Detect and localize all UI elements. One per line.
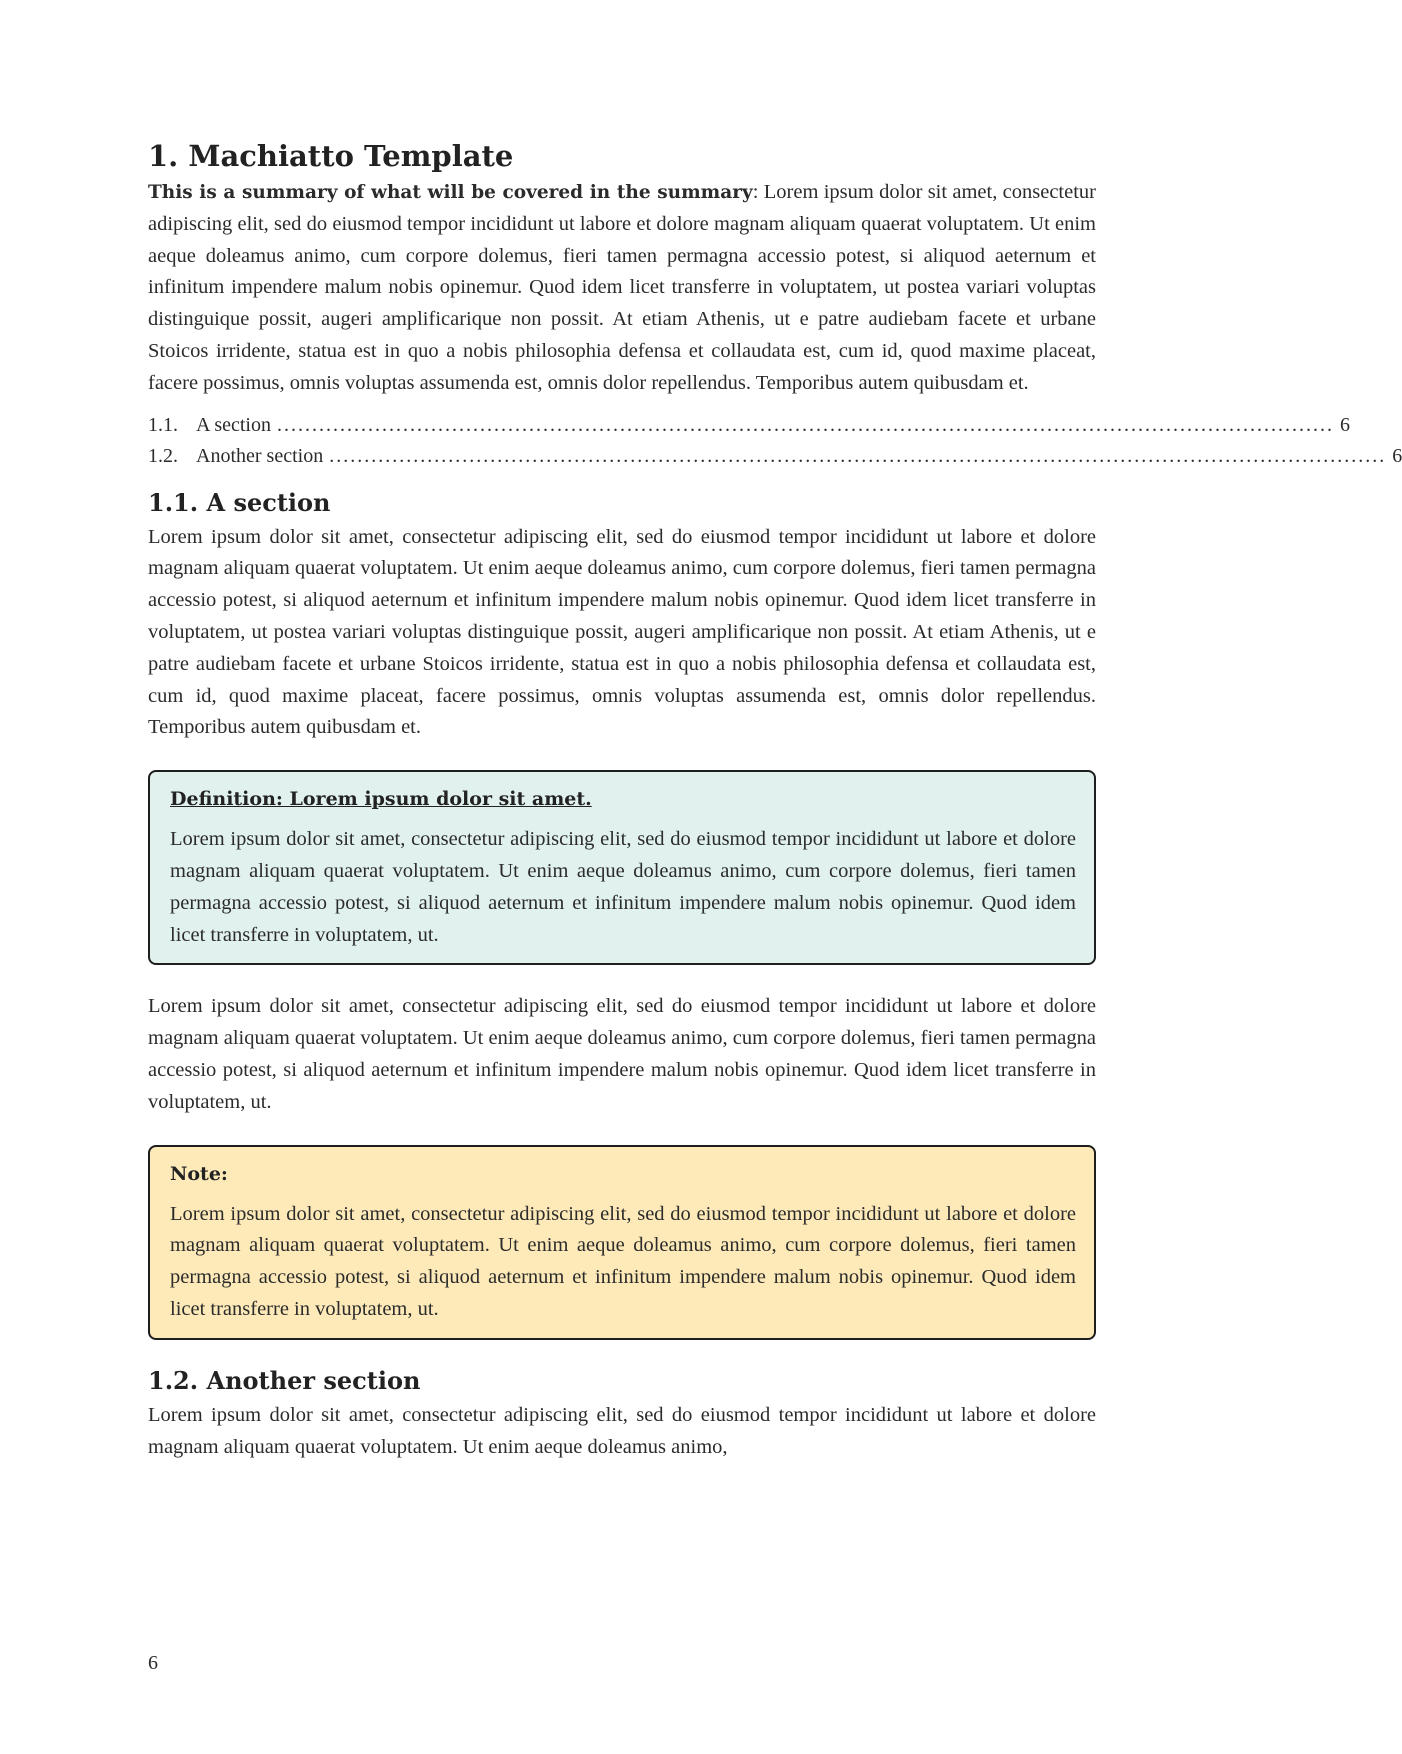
chapter-title: 1. Machiatto Template (148, 139, 514, 173)
note-box (148, 1145, 1096, 1340)
toc-entry-page: 6 (1340, 413, 1350, 436)
toc-entry-page: 6 (1392, 444, 1402, 467)
summary-text: : Lorem ipsum dolor sit amet, consectetur adipiscing elit, sed do eiusmod tempor incididunt ut labore et dolore magnam aliquam quaerat voluptatem. Ut enim aeque doleamus animo, cum corpore dolemus, fieri tamen permagna accessio potest, si aliquod aeternum et infinitum impendere malum nobis opinemur. Quod idem licet transferre in voluptatem, ut postea variari voluptas distinguique possit, augeri amplificarique non possit. At etiam Athenis, ut e patre audiebam facete et urbane Stoicos irridente, statua est in quo a nobis philosophia defensa et collaudata est, cum id, quod maxime placeat, facere possimus, omnis voluptas assumenda est, omnis dolor repellendus. Temporibus autem quibusdam et. (148, 181, 1097, 394)
section-paragraph: Lorem ipsum dolor sit amet, consectetur adipiscing elit, sed do eiusmod tempor incididunt ut labore et dolore magnam aliquam quaerat voluptatem. Ut enim aeque doleamus animo, (148, 1403, 1096, 1458)
note-body: Lorem ipsum dolor sit amet, consectetur adipiscing elit, sed do eiusmod tempor incididunt ut labore et dolore magnam aliquam quaerat voluptatem. Ut enim aeque doleamus animo, cum corpore dolemus, fieri tamen permagna accessio potest, si aliquod aeternum et infinitum impendere malum nobis opinemur. Quod idem licet transferre in voluptatem, ut. (170, 1202, 1076, 1320)
definition-body: Lorem ipsum dolor sit amet, consectetur adipiscing elit, sed do eiusmod tempor incididunt ut labore et dolore magnam aliquam quaerat voluptatem. Ut enim aeque doleamus animo, cum corpore dolemus, fieri tamen permagna accessio potest, si aliquod aeternum et infinitum impendere malum nobis opinemur. Quod idem licet transferre in voluptatem, ut. (170, 828, 1076, 946)
document-page (148, 138, 1402, 1463)
toc-entry-title[interactable]: A section (196, 413, 271, 436)
toc-entry-a-section[interactable] (148, 410, 1350, 441)
page-number: 6 (148, 1652, 158, 1674)
section-paragraph: Lorem ipsum dolor sit amet, consectetur adipiscing elit, sed do eiusmod tempor incididunt ut labore et dolore magnam aliquam quaerat voluptatem. Ut enim aeque doleamus animo, cum corpore dolemus, fieri tamen permagna accessio potest, si aliquod aeternum et infinitum impendere malum nobis opinemur. Quod idem licet transferre in voluptatem, ut. (148, 995, 1096, 1113)
section-heading: 1.1. A section (148, 487, 331, 517)
definition-title: Definition: Lorem ipsum dolor sit amet. (170, 788, 592, 811)
toc-entry-another-section[interactable] (148, 441, 1402, 472)
definition-box (148, 770, 1096, 965)
note-title: Note: (170, 1162, 228, 1185)
section-paragraph: Lorem ipsum dolor sit amet, consectetur adipiscing elit, sed do eiusmod tempor incididunt ut labore et dolore magnam aliquam quaerat voluptatem. Ut enim aeque doleamus animo, cum corpore dolemus, fieri tamen permagna accessio potest, si aliquod aeternum et infinitum impendere malum nobis opinemur. Quod idem licet transferre in voluptatem, ut postea variari voluptas distinguique possit, augeri amplificarique non possit. At etiam Athenis, ut e patre audiebam facete et urbane Stoicos irridente, statua est in quo a nobis philosophia defensa et collaudata est, cum id, quod maxime placeat, facere possimus, omnis voluptas assumenda est, omnis dolor repellendus. Temporibus autem quibusdam et. (148, 525, 1096, 739)
toc-leader-dots: ....................................................................................................................................................... (277, 413, 1334, 436)
toc-entry-number: 1.2. (148, 444, 178, 467)
toc-leader-dots: ....................................................................................................................................................... (329, 444, 1387, 467)
summary-lead: This is a summary of what will be covered in the summary (148, 182, 753, 203)
chapter-summary (148, 177, 1096, 400)
section-another-section (148, 1366, 1096, 1464)
section-heading: 1.2. Another section (148, 1365, 421, 1395)
table-of-contents (148, 410, 1402, 472)
section-a-section (148, 488, 1096, 1340)
toc-entry-number: 1.1. (148, 413, 178, 436)
toc-entry-title[interactable]: Another section (196, 444, 324, 467)
